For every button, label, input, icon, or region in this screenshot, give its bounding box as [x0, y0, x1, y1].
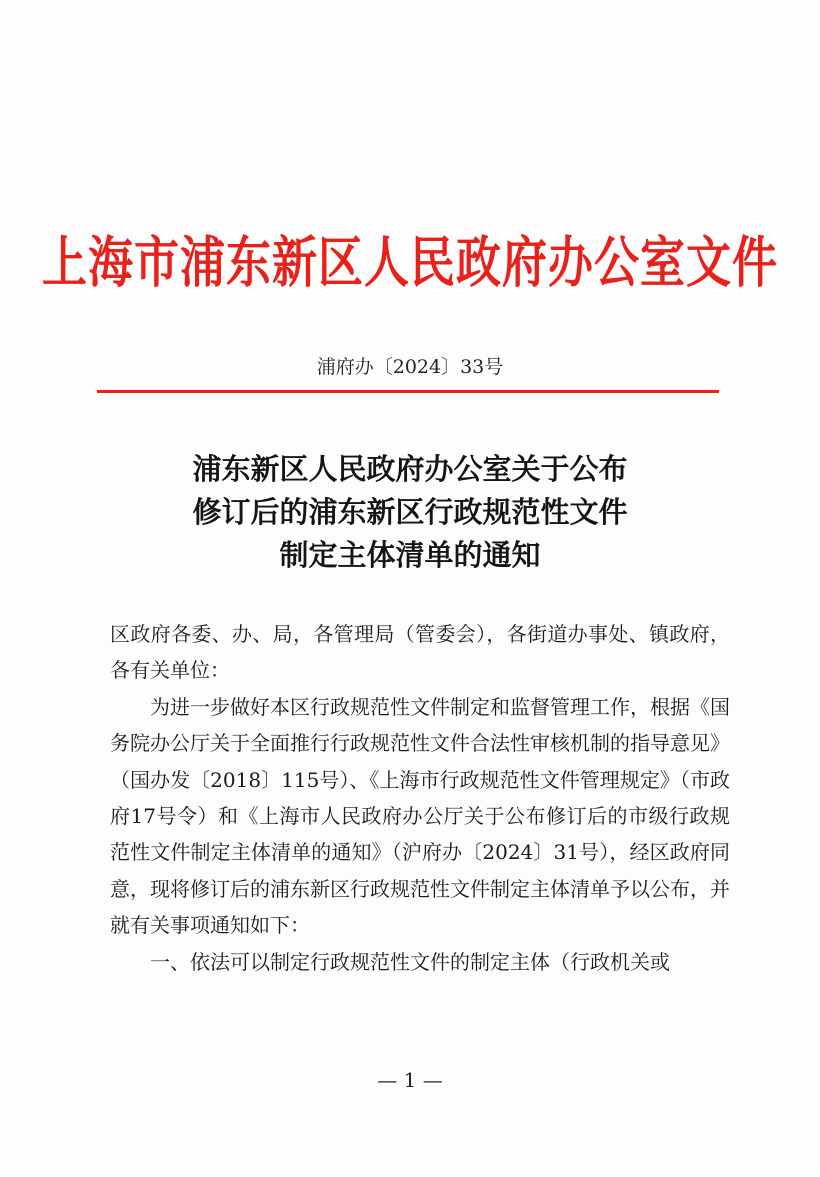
document-body [110, 616, 730, 980]
document-title [0, 448, 820, 577]
red-separator-line [97, 390, 719, 393]
body-paragraph: 为进一步做好本区行政规范性文件制定和监督管理工作，根据《国务院办公厅关于全面推行行政规范性文件合法性审核机制的指导意见》（国办发〔2018〕115号）、《上海市行政规范性文件管理规定》（市政府17号令）和《上海市人民政府办公厅关于公布修订后的市级行政规范性文件制定主体清单的通知》（沪府办〔2024〕31号），经区政府同意，现将修订后的浦东新区行政规范性文件制定主体清单予以公布，并就有关事项通知如下： [110, 694, 730, 938]
title-line-2: 修订后的浦东新区行政规范性文件 [192, 495, 628, 529]
title-line-1: 浦东新区人民政府办公室关于公布 [192, 452, 628, 486]
issuing-office-header: 上海市浦东新区人民政府办公室文件 [41, 230, 778, 295]
page-number: — 1 — [377, 1068, 443, 1092]
addressee: 区政府各委、办、局，各管理局（管委会），各街道办事处、镇政府，各有关单位： [110, 622, 730, 683]
document-number: 浦府办〔2024〕33号 [316, 356, 504, 378]
body-paragraph: 一、依法可以制定行政规范性文件的制定主体（行政机关或 [150, 949, 670, 974]
title-line-3: 制定主体清单的通知 [279, 538, 541, 572]
